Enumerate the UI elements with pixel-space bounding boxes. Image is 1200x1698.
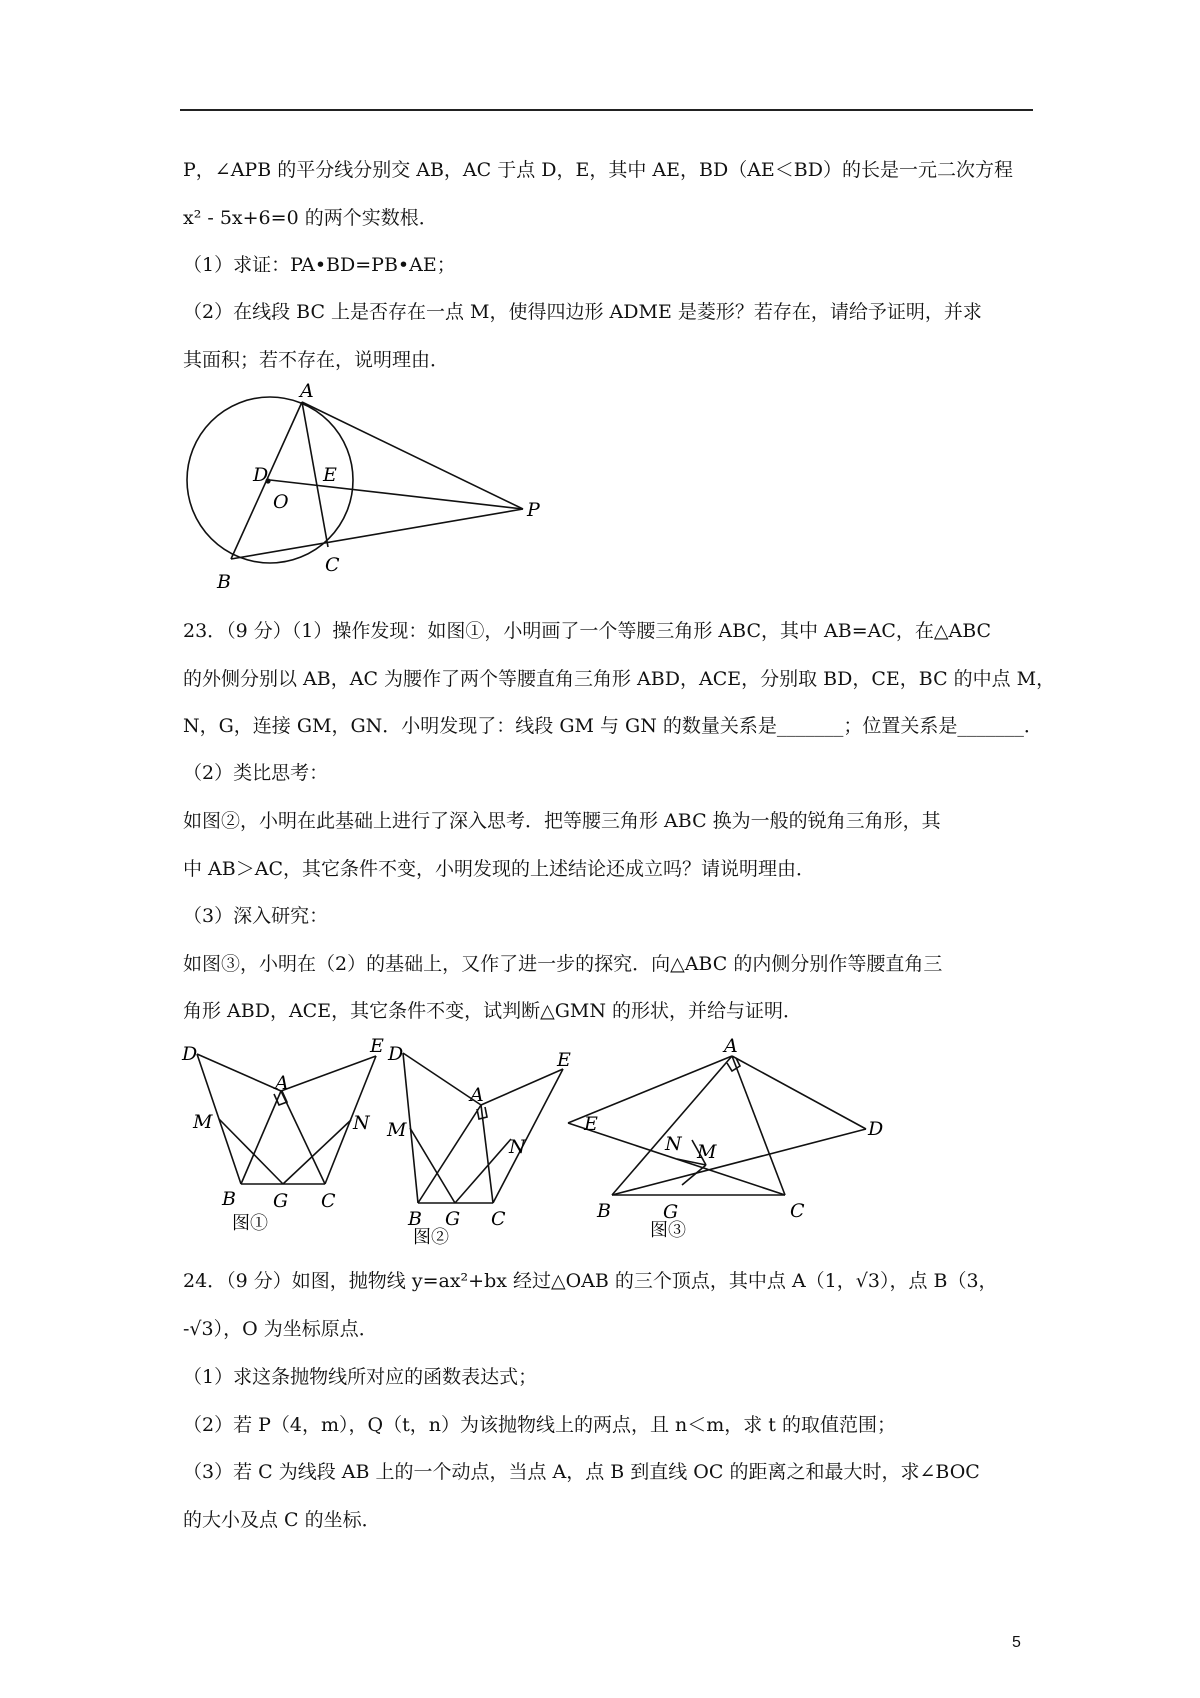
label-e: E [584, 1113, 598, 1135]
circle-figure [175, 380, 545, 600]
label-m: M [193, 1111, 213, 1133]
label-a: A [724, 1035, 738, 1057]
label-n: N [353, 1112, 370, 1134]
text-line: 如图③，小明在（2）的基础上，又作了进一步的探究．向△ABC 的内侧分别作等腰直角三 [183, 953, 943, 975]
segment-ae [481, 1069, 563, 1105]
label-c: C [790, 1200, 805, 1222]
segment-ng [283, 1120, 351, 1184]
figure-2 [385, 1035, 595, 1248]
label-g: G [273, 1190, 289, 1212]
label-p: P [527, 499, 540, 521]
text-line: 角形 ABD，ACE，其它条件不变，试判断△GMN 的形状，并给与证明． [183, 1000, 802, 1022]
label-b: B [217, 571, 231, 593]
label-b: B [222, 1188, 236, 1210]
figure-3 [584, 1035, 890, 1241]
segment-da [197, 1054, 281, 1091]
label-b: B [408, 1208, 422, 1230]
header-rule [180, 109, 1033, 111]
text-line: 的大小及点 C 的坐标． [183, 1509, 381, 1531]
label-c: C [321, 1190, 336, 1212]
label-a: A [300, 380, 314, 402]
text-line: （2）在线段 BC 上是否存在一点 M，使得四边形 ADME 是菱形？若存在，请给予证明，并求 [183, 301, 982, 323]
label-n: N [665, 1133, 682, 1155]
label-g: G [445, 1208, 461, 1230]
text-line: 如图②，小明在此基础上进行了深入思考．把等腰三角形 ABC 换为一般的锐角三角形，其 [183, 810, 941, 832]
text-line: 其面积；若不存在，说明理由． [183, 349, 450, 371]
segment-bp [231, 509, 523, 559]
label-m: M [387, 1119, 407, 1141]
label-e: E [557, 1049, 571, 1071]
label-a: A [470, 1084, 484, 1106]
segment-ap [302, 402, 523, 509]
text-line: 中 AB＞AC，其它条件不变，小明发现的上述结论还成立吗？请说明理由． [183, 858, 815, 880]
segment-ac [281, 1091, 325, 1184]
text-line: 23．（9 分）（1）操作发现：如图①，小明画了一个等腰三角形 ABC，其中 AB=AC，在△ABC [183, 620, 992, 642]
segment-ac [732, 1056, 785, 1195]
text-line: 24．（9 分）如图，抛物线 y=ax²+bx 经过△OAB 的三个顶点，其中点 A（1，√3），点 B（3， [183, 1270, 998, 1292]
label-g: G [663, 1201, 679, 1223]
label-d: D [182, 1043, 198, 1065]
label-e: E [323, 464, 337, 486]
text-line: P，∠APB 的平分线分别交 AB，AC 于点 D，E，其中 AE，BD（AE＜BD）的长是一元二次方程 [183, 159, 1013, 181]
segment-mg [219, 1119, 283, 1184]
segment-ab [418, 1105, 481, 1203]
text-line: N，G，连接 GM，GN．小明发现了：线段 GM 与 GN 的数量关系是_______；位置关系是_______． [183, 715, 1043, 737]
label-e: E [370, 1035, 384, 1057]
label-n: N [509, 1136, 526, 1158]
caption: 图① [232, 1213, 268, 1234]
label-o: O [273, 491, 289, 513]
text-line: 的外侧分别以 AB，AC 为腰作了两个等腰直角三角形 ABD，ACE，分别取 BD，CE，BC 的中点 M， [183, 668, 1056, 690]
segment-ab [241, 1091, 281, 1184]
text-line: （3）若 C 为线段 AB 上的一个动点，当点 A，点 B 到直线 OC 的距离之和最大时，求∠BOC [183, 1461, 980, 1483]
caption: 图② [413, 1227, 449, 1248]
text-line: （2）若 P（4，m），Q（t，n）为该抛物线上的两点，且 n＜m，求 t 的取值范围； [183, 1414, 896, 1436]
text-line: （3）深入研究： [183, 905, 329, 927]
label-d: D [388, 1043, 404, 1065]
label-b: B [597, 1200, 611, 1222]
label-d: D [253, 464, 269, 486]
segment-ac [481, 1105, 493, 1203]
segment-ae [281, 1056, 376, 1091]
text-line: （1）求这条抛物线所对应的函数表达式； [183, 1366, 538, 1388]
segment-ec [493, 1069, 563, 1203]
label-c: C [491, 1208, 506, 1230]
page-number: 5 [1012, 1634, 1021, 1651]
segment-ad [732, 1056, 866, 1129]
text-line: x² - 5x+6=0 的两个实数根． [183, 207, 438, 229]
segment-ab [612, 1056, 732, 1195]
text-line: -√3），O 为坐标原点． [183, 1318, 378, 1340]
label-m: M [697, 1141, 717, 1163]
segment-gm [682, 1165, 706, 1185]
label-d: D [868, 1118, 884, 1140]
segment-db [612, 1129, 866, 1195]
segment-dp [270, 480, 523, 509]
label-a: A [275, 1072, 289, 1094]
text-line: （1）求证：PA•BD=PB•AE； [183, 254, 456, 276]
label-c: C [325, 554, 340, 576]
figure-1 [180, 1035, 384, 1235]
segment-ng [455, 1139, 511, 1203]
text-line: （2）类比思考： [183, 762, 329, 784]
caption: 图③ [650, 1220, 686, 1241]
